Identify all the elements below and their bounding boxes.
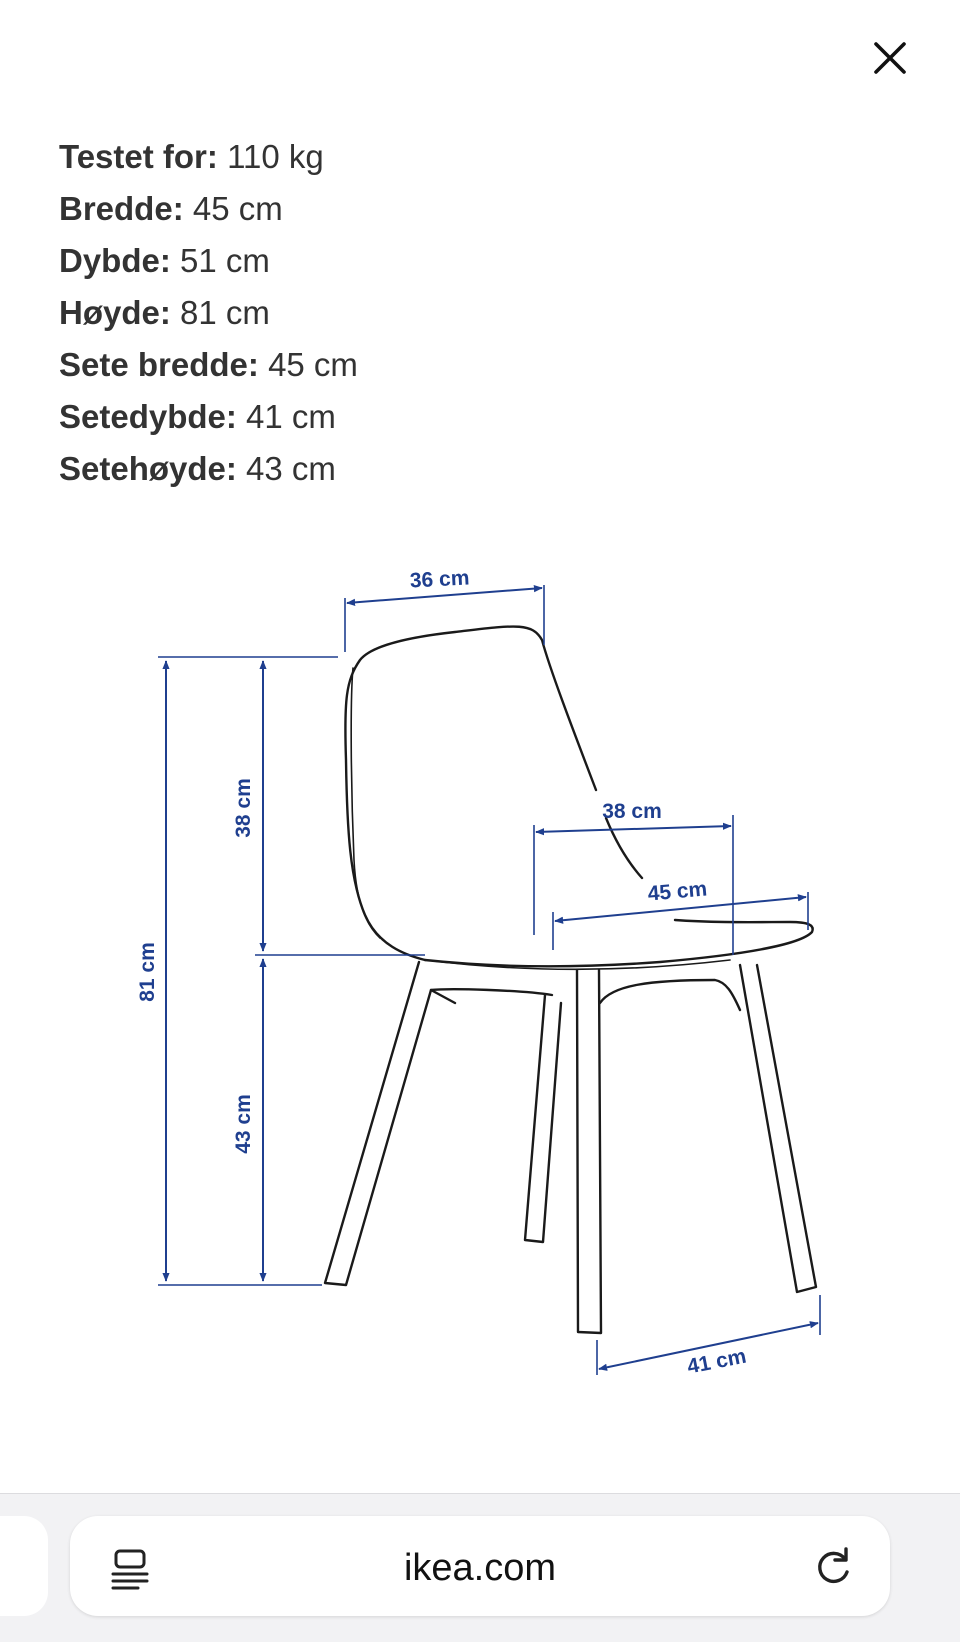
- spec-row-seat-height: [59, 443, 358, 495]
- previous-tab-preview[interactable]: [0, 1516, 48, 1616]
- spec-value: 45 cm: [192, 190, 283, 227]
- chair-drawing: [325, 627, 816, 1333]
- dim-label-leg-depth: 41 cm: [685, 1344, 749, 1379]
- dim-label-seat-depth-top: 38 cm: [602, 800, 662, 823]
- dim-leg-depth: [599, 1323, 818, 1369]
- dim-label-back-height: 38 cm: [232, 778, 255, 838]
- chair-leg-rear-right: [740, 965, 816, 1292]
- spec-label: Setedybde:: [59, 398, 237, 435]
- chair-leg-rail-left: [431, 989, 552, 995]
- chair-backrest: [345, 627, 596, 960]
- spec-value: 81 cm: [180, 294, 270, 331]
- close-icon: [873, 41, 907, 75]
- dim-label-back-width: 36 cm: [409, 566, 470, 593]
- chair-leg-front-left: [325, 962, 455, 1285]
- chair-seat-front: [425, 960, 730, 969]
- spec-row-seat-depth: [59, 391, 358, 443]
- reload-icon[interactable]: [810, 1545, 856, 1591]
- spec-row-tested-for: [59, 131, 358, 183]
- spec-value: 41 cm: [246, 398, 336, 435]
- dim-seat-depth-top: [536, 826, 731, 832]
- chair-backrest-inner: [606, 818, 642, 878]
- url-text[interactable]: ikea.com: [403, 1547, 557, 1589]
- chair-leg-rail-right: [600, 980, 740, 1010]
- chair-backrest-edge: [351, 668, 380, 938]
- spec-row-seat-width: [59, 339, 358, 391]
- spec-value: 51 cm: [180, 242, 270, 279]
- close-button[interactable]: [862, 30, 918, 86]
- browser-bottom-bar: [0, 1493, 960, 1642]
- chair-seat: [425, 920, 813, 966]
- dim-label-total-height: 81 cm: [136, 942, 159, 1002]
- spec-list: [59, 131, 358, 495]
- spec-label: Høyde:: [59, 294, 171, 331]
- spec-label: Testet for:: [59, 138, 218, 175]
- spec-row-depth: [59, 235, 358, 287]
- spec-row-height: [59, 287, 358, 339]
- address-bar[interactable]: [70, 1516, 890, 1616]
- spec-label: Dybde:: [59, 242, 171, 279]
- extension-lines: [158, 585, 820, 1375]
- dim-label-seat-width: 45 cm: [646, 877, 709, 906]
- dim-seat-width: [555, 897, 806, 921]
- chair-leg-rear-left: [525, 995, 561, 1242]
- chair-leg-front-center: [577, 970, 601, 1333]
- dim-label-seat-height: 43 cm: [232, 1094, 255, 1154]
- dimension-lines: [166, 588, 818, 1369]
- spec-row-width: [59, 183, 358, 235]
- spec-value: 45 cm: [268, 346, 358, 383]
- spec-label: Bredde:: [59, 190, 184, 227]
- spec-label: Sete bredde:: [59, 346, 259, 383]
- spec-value: 110 kg: [227, 138, 324, 175]
- dim-back-width: [347, 588, 542, 603]
- spec-label: Setehøyde:: [59, 450, 237, 487]
- spec-value: 43 cm: [246, 450, 336, 487]
